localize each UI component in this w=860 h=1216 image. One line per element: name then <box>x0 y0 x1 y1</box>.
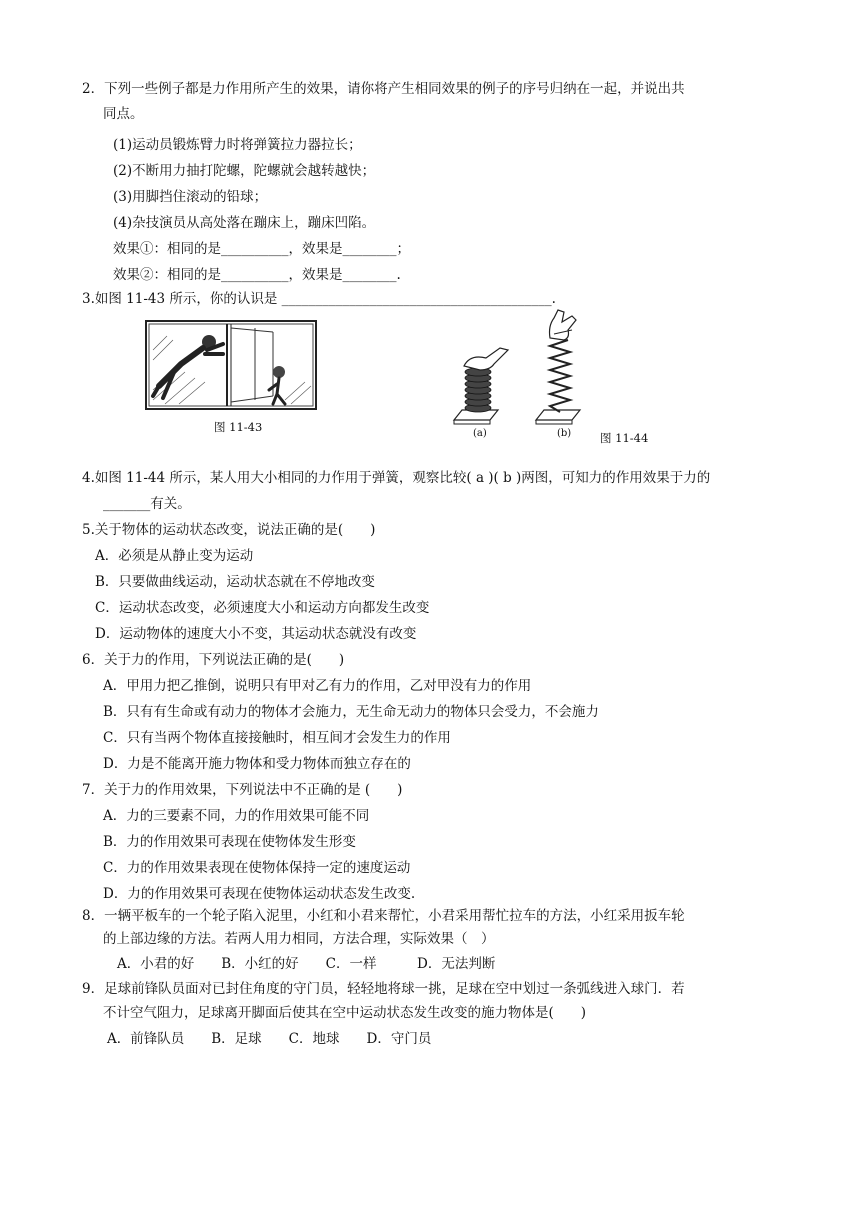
figure-11-44-caption: 图 11-44 <box>600 431 649 445</box>
figure-11-44-label-b: (b) <box>557 428 572 439</box>
q4-stem-line2: _______有关。 <box>103 496 191 512</box>
q6-option-b: B．只有有生命或有动力的物体才会施力，无生命无动力的物体只会受力，不会施力 <box>103 704 599 720</box>
q4-stem-line1: 4.如图 11-44 所示，某人用大小相同的力作用于弹簧，观察比较( a )( b )两图，可知力的作用效果于力的 <box>82 470 711 486</box>
q7-option-c: C．力的作用效果表现在使物体保持一定的速度运动 <box>103 860 411 876</box>
q6-option-c: C．只有当两个物体直接接触时，相互间才会发生力的作用 <box>103 730 451 746</box>
q3-stem: 3.如图 11-43 所示，你的认识是 ________________________________________. <box>82 291 556 307</box>
q2-effect-1: 效果①：相同的是__________，效果是________； <box>113 241 410 257</box>
q5-option-a: A．必须是从静止变为运动 <box>95 548 254 564</box>
q2-item-2: (2)不断用力抽打陀螺，陀螺就会越转越快； <box>113 163 376 179</box>
q2-item-4: (4)杂技演员从高处落在蹦床上，蹦床凹陷。 <box>113 215 376 231</box>
q2-effect-2: 效果②：相同的是__________，效果是________. <box>113 267 401 283</box>
q9-options: A．前锋队员 B．足球 C．地球 D．守门员 <box>107 1031 432 1047</box>
q7-option-b: B．力的作用效果可表现在使物体发生形变 <box>103 834 356 850</box>
figure-11-44-image <box>450 308 595 443</box>
q2-item-1: (1)运动员锻炼臂力时将弹簧拉力器拉长； <box>113 137 362 153</box>
q9-stem-line1: 9．足球前锋队员面对已封住角度的守门员，轻轻地将球一挑，足球在空中划过一条弧线进入球门．若 <box>82 981 685 997</box>
q8-options: A．小君的好 B．小红的好 C．一样 D．无法判断 <box>117 956 496 972</box>
q2-item-3: (3)用脚挡住滚动的铅球； <box>113 189 268 205</box>
figure-11-44-label-a: (a) <box>473 428 487 439</box>
q5-stem: 5.关于物体的运动状态改变，说法正确的是( ) <box>82 522 376 538</box>
q5-option-d: D．运动物体的速度大小不变，其运动状态就没有改变 <box>95 626 417 642</box>
q7-stem: 7．关于力的作用效果，下列说法中不正确的是 ( ) <box>82 782 403 798</box>
figure-11-43-image <box>145 320 317 410</box>
q9-stem-line2: 不计空气阻力，足球离开脚面后使其在空中运动状态发生改变的施力物体是( ) <box>103 1005 587 1021</box>
q6-option-d: D．力是不能离开施力物体和受力物体而独立存在的 <box>103 756 411 772</box>
q5-option-c: C．运动状态改变，必须速度大小和运动方向都发生改变 <box>95 600 430 616</box>
q7-option-d: D．力的作用效果可表现在使物体运动状态发生改变. <box>103 886 416 902</box>
q2-stem-line2: 同点。 <box>103 106 144 122</box>
q5-option-b: B．只要做曲线运动，运动状态就在不停地改变 <box>95 574 375 590</box>
q8-stem-line1: 8．一辆平板车的一个轮子陷入泥里，小红和小君来帮忙，小君采用帮忙拉车的方法，小红采用扳车轮 <box>82 908 685 924</box>
q7-option-a: A．力的三要素不同，力的作用效果可能不同 <box>103 808 370 824</box>
q8-stem-line2: 的上部边缘的方法。若两人用力相同，方法合理，实际效果（ ） <box>103 931 495 947</box>
q6-stem: 6．关于力的作用，下列说法正确的是( ) <box>82 652 345 668</box>
q6-option-a: A．甲用力把乙推倒，说明只有甲对乙有力的作用，乙对甲没有力的作用 <box>103 678 532 694</box>
figure-11-43-caption: 图 11-43 <box>214 420 263 434</box>
q2-stem-line1: 2．下列一些例子都是力作用所产生的效果，请你将产生相同效果的例子的序号归纳在一起，并说出共 <box>82 81 685 97</box>
